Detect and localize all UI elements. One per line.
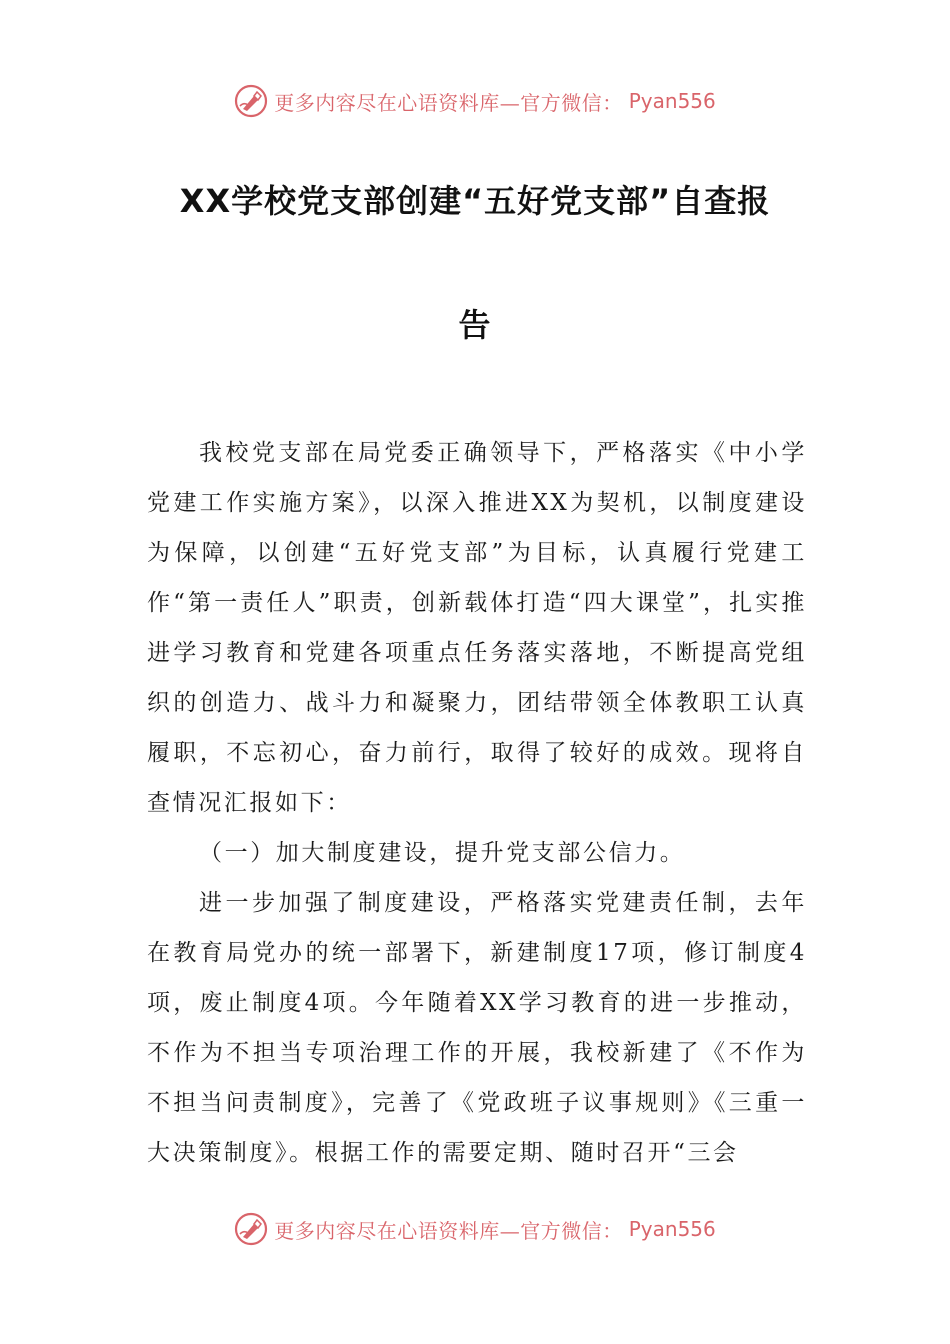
document-body	[147, 428, 807, 1178]
watermark-footer	[0, 1212, 950, 1246]
watermark-text: 更多内容尽在心语资料库—官方微信：	[274, 90, 623, 115]
document-title-line2: 告	[458, 306, 492, 344]
pen-nib-logo-icon	[234, 1212, 268, 1246]
watermark-wechat-id: Pyan556	[628, 1217, 716, 1241]
watermark-wechat-id: Pyan556	[628, 89, 716, 113]
paragraph-intro: 我校党支部在局党委正确领导下，严格落实《中小学党建工作实施方案》，以深入推进XX为契机，以制度建设为保障，以创建“五好党支部”为目标，认真履行党建工作“第一责任人”职责，创新载体打造“四大课堂”，扎实推进学习教育和党建各项重点任务落实落地，不断提高党组织的创造力、战斗力和凝聚力，团结带领全体教职工认真履职，不忘初心，奋力前行，取得了较好的成效。现将自查情况汇报如下：	[147, 440, 807, 816]
section-heading-1: （一）加大制度建设，提升党支部公信力。	[199, 840, 686, 866]
document-title-line1: XX学校党支部创建“五好党支部”自查报	[179, 182, 771, 220]
watermark-header	[0, 84, 950, 118]
watermark-text: 更多内容尽在心语资料库—官方微信：	[274, 1218, 623, 1243]
pen-nib-logo-icon	[234, 84, 268, 118]
paragraph-section-1: 进一步加强了制度建设，严格落实党建责任制，去年在教育局党办的统一部署下，新建制度17项，修订制度4项，废止制度4项。今年随着XX学习教育的进一步推动，不作为不担当专项治理工作的开展，我校新建了《不作为不担当问责制度》，完善了《党政班子议事规则》《三重一大决策制度》。根据工作的需要定期、随时召开“三会	[147, 890, 807, 1166]
